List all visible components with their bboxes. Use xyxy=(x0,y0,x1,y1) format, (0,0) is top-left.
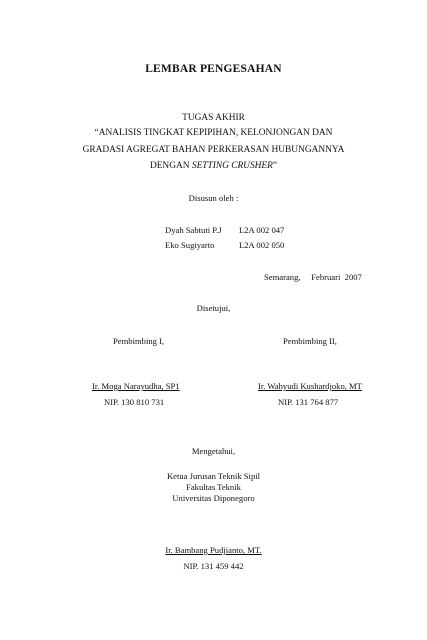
supervisor1-label: Pembimbing I, xyxy=(113,336,165,346)
head-name: Ir. Bambang Pudjianto, MT. xyxy=(165,545,262,555)
author-id: L2A 002 050 xyxy=(239,240,285,250)
supervisor2-label: Pembimbing II, xyxy=(283,336,337,346)
author-name: Dyah Sabtuti P.J xyxy=(165,225,222,235)
subtitle: TUGAS AKHIR xyxy=(182,113,245,123)
prepared-by-label: Disusun oleh : xyxy=(188,193,239,203)
page-title: LEMBAR PENGESAHAN xyxy=(145,63,282,75)
thesis-title-line3-suffix: ” xyxy=(272,161,278,171)
head-title-line3: Universitas Diponegoro xyxy=(172,493,255,503)
head-nip: NIP. 131 459 442 xyxy=(183,561,244,571)
thesis-title-line1: “ANALISIS TINGKAT KEPIPIHAN, KELONJONGAN DAN xyxy=(94,128,333,138)
thesis-title-line3-prefix: DENGAN xyxy=(149,161,192,171)
thesis-title-line3-italic: SETTING CRUSHER xyxy=(191,161,273,171)
author-name: Eko Sugiyarto xyxy=(165,240,215,250)
supervisor1-nip: NIP. 130 810 731 xyxy=(104,397,165,407)
thesis-title-line3 xyxy=(0,161,427,171)
thesis-title-line2: GRADASI AGREGAT BAHAN PERKERASAN HUBUNGANNYA xyxy=(82,145,345,155)
place-date: Semarang, Februari 2007 xyxy=(264,272,362,282)
supervisor2-nip: NIP. 131 764 877 xyxy=(278,397,339,407)
supervisor2-name: Ir. Wahyudi Kushardjoko, MT xyxy=(258,381,362,391)
head-title-line2: Fakultas Teknik xyxy=(186,482,241,492)
acknowledged-label: Mengetahui, xyxy=(191,446,236,456)
head-title-line1: Ketua Jurusan Teknik Sipil xyxy=(166,471,261,481)
supervisor1-name: Ir. Moga Narayudha, SP1 xyxy=(92,381,180,391)
author-id: L2A 002 047 xyxy=(239,225,285,235)
approved-label: Disetujui, xyxy=(196,303,231,313)
